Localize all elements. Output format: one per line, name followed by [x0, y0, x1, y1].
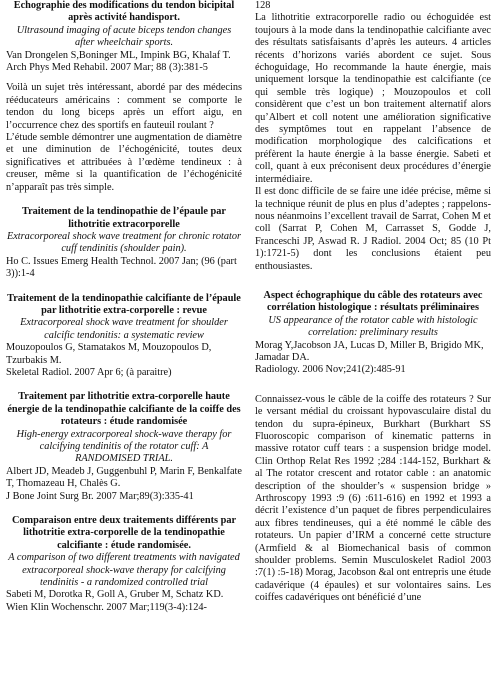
article-title: Comparaison entre deux traitements différents par lithotritie extra-corporelle de la tendinopathie calcifiante : étude randomisée. — [11, 515, 237, 551]
article-english-title: Extracorporeal shock wave treatment for shoulder calcific tendonitis: a systematic review — [20, 317, 228, 341]
commentary-paragraph: L’étude semble démontrer une augmentation de diamètre et une diminution de l’échogénicité, toutes deux significatives et attribuées à l’œdème tendineux : à creuser, même si la quantification de l’échogénicité n’apparaît pas très simple. — [6, 132, 242, 193]
article-english-title: Ultrasound imaging of acute biceps tendon changes after wheelchair sports. — [16, 24, 232, 49]
commentary-paragraph: Il est donc difficile de se faire une idée précise, même si la technique réunit de plus en plus d’adeptes ; rappelons-nous néanmoins l’excellent travail de Sarrat, Cohen M et coll (Sarrat P, Cohen M, Carrasset S, Godde J, Franceschi JP, Aswad R. J Radiol. 2004 Oct; 85 (10 Pt 1):1721-5) dont les conclusions étaient peu enthousiastes. — [255, 186, 491, 272]
article-reference: Skeletal Radiol. 2007 Apr 6; (à paraitre) — [6, 366, 172, 378]
commentary-paragraph: Voilà un sujet très intéressant, abordé par des médecins rééducateurs américains : comment se comporte le tendon du long biceps après un effort aigu, en l’occurrence chez des sportifs en fauteuil roulant ? — [6, 82, 242, 131]
article-english-title: High-energy extracorporeal shock-wave therapy for calcifying tendinitis of the rotator cuff: A RANDOMISED TRIAL. — [16, 428, 232, 465]
article-english-title: Extracorporeal shock wave treatment for chronic rotator cuff tendinitis (shoulder pain). — [6, 230, 242, 255]
commentary-paragraph: La lithotritie extracorporelle radio ou échoguidée est toujours à la mode dans la tendinopathie calcifiante avec des résultats satisfaisants d’après les auteurs. 4 articles récents d’horizons variés abordent ce sujet. Sous échoguidage, Ho recommande la haute énergie, mais uniquement lorsque la tendinopathie est calcifiante (ce qui semble très logique) ; Mouzopoulos et coll considèrent que c’est un bon traitement alternatif alors qu’Albert et coll notent une amélioration significative des symptômes tout en rappelant l’absence de modification morphologique des calcifications et préfèrent la haute énergie à la basse énergie. Sabeti et coll, quant à eux préconisent deux procédures d’énergie intermédiaire. — [255, 12, 491, 185]
article-title: Traitement de la tendinopathie calcifiante de l’épaule par lithotritie extra-corporelle : revue — [7, 292, 241, 316]
page-number: 128 — [255, 0, 271, 11]
article-title: Echographie des modifications du tendon bicipital après activité handisport. — [13, 0, 235, 24]
article-authors: Sabeti M, Dorotka R, Goll A, Gruber M, Schatz KD. — [6, 589, 224, 601]
article-title: Traitement de la tendinopathie de l’épaule par lithotritie extracorporelle — [21, 206, 227, 230]
article-reference: Van Drongelen S,Boninger ML, Impink BG, Khalaf T. Arch Phys Med Rehabil. 2007 Mar; 88 (3):381-5 — [6, 49, 231, 74]
article-english-title: A comparison of two different treatments with navigated extracorporeal shock-wave therapy for calcifying tendinitis - a randomized controlled trial — [8, 552, 240, 589]
article-authors: Mouzopoulos G, Stamatakos M, Mouzopoulos D, Tzurbakis M. — [6, 342, 212, 366]
article-authors: Morag Y,Jacobson JA, Lucas D, Miller B, Brigido MK, Jamadar DA. — [255, 339, 484, 363]
left-column — [6, 0, 242, 614]
article-reference: Wien Klin Wochenschr. 2007 Mar;119(3-4):124- — [6, 601, 207, 613]
article-title: Aspect échographique du câble des rotateurs avec corrélation histologique : résultats préliminaires — [263, 289, 483, 314]
right-column — [255, 0, 491, 605]
article-reference: J Bone Joint Surg Br. 2007 Mar;89(3):335-41 — [6, 490, 194, 502]
article-authors: Albert JD, Meadeb J, Guggenbuhl P, Marin F, Benkalfate T, Thomazeau H, Chalès G. — [6, 465, 242, 490]
article-reference: Radiology. 2006 Nov;241(2):485-91 — [255, 364, 406, 376]
article-english-title: US appearance of the rotator cable with histologic correlation: preliminary results — [268, 314, 478, 339]
article-title: Traitement par lithotritie extra-corporelle haute énergie de la tendinopathie calcifiante de la coiffe des rotateurs : étude randomisée — [7, 391, 241, 428]
article-reference: Ho C. Issues Emerg Health Technol. 2007 Jan; (96 (part 3)):1-4 — [6, 255, 237, 280]
commentary-paragraph: Connaissez-vous le câble de la coiffe des rotateurs ? Sur le versant médial du croissant hypovasculaire distal du tendon du supra-épineux, Burkhart (Burkhart SS Fluoroscopic comparison of kinematic patterns in massive rotator cuff tears : a suspension bridge model. Clin Orthop Relat Res 1992 ;284 :144-152, Burkhart & al The rotator crescent and rotator cable : an anatomic description of the shoulder’s « suspension bridge » Arthroscopy 1993 :9 (6) :611-616) en 1992 et 1993 a décrit l’existence d’un paquet de fibres perpendiculaires aux fibres tendineuses, qui a été nommé le câble des rotateurs. Un papier d’IRM a concerné cette structure (Armfield & al Biomechanical basis of common shoulder problems. Semin Musculoskelet Radiol 2003 :7(1) :5-18) Morag, Jacobson &al ont entrepris une étude cadavérique (4 épaules) et sur volontaires sains. Les coiffes cadavériques ont bénéficié d’une — [255, 393, 491, 604]
